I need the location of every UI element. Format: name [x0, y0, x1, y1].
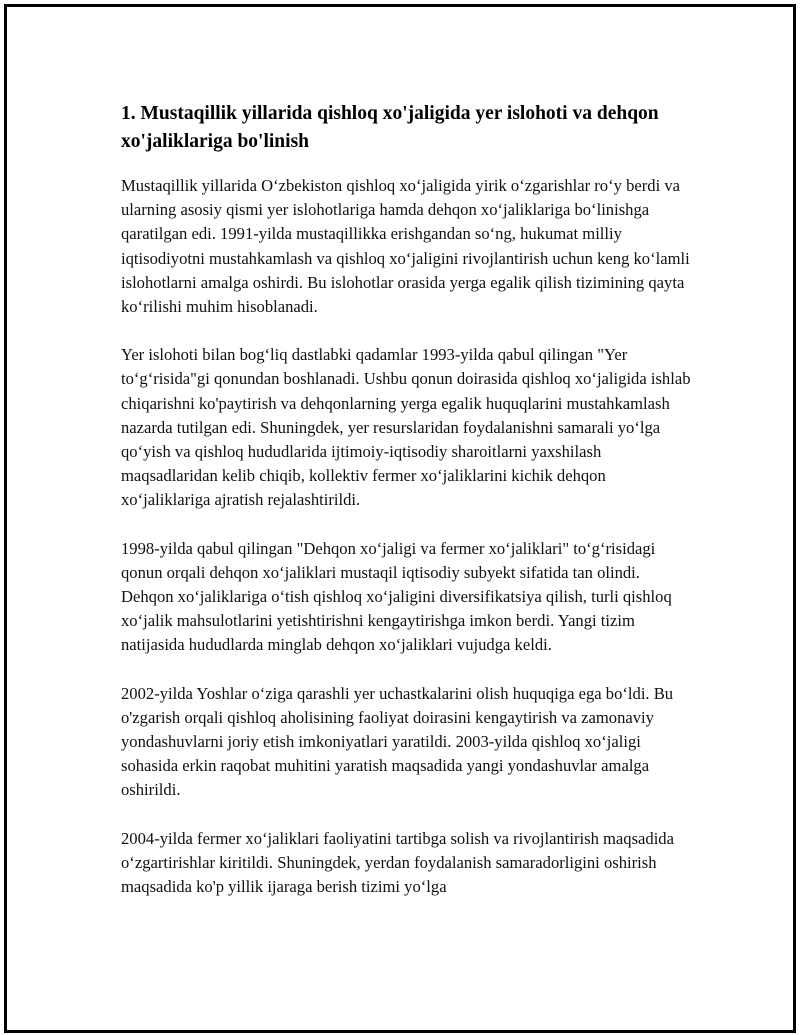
paragraph-2: Yer islohoti bilan bog‘liq dastlabki qadamlar 1993-yilda qabul qilingan "Yer to‘g‘risida"gi qonundan boshlanadi. Ushbu qonun doirasida qishloq xo‘jaligida ishlab chiqarishni ko'paytirish va dehqonlarning yerga egalik huquqlarini mustahkamlash nazarda tutilgan edi. Shuningdek, yer resurslaridan foydalanishni samarali yo‘lga qo‘yish va qishloq hududlarida ijtimoiy-iqtisodiy sharoitlarni yaxshilash maqsadlaridan kelib chiqib, kollektiv fermer xo‘jaliklarini kichik dehqon xo‘jaliklariga ajratish rejalashtirildi.: [121, 345, 691, 510]
document-body: [121, 100, 691, 923]
paragraph-5: 2004-yilda fermer xo‘jaliklari faoliyatini tartibga solish va rivojlantirish maqsadida o‘zgartirishlar kiritildi. Shuningdek, yerdan foydalanish samaradorligini oshirish maqsadida ko'p yillik ijaraga berish tizimi yo‘lga: [121, 828, 674, 897]
paragraph-4: 2002-yilda Yoshlar o‘ziga qarashli yer uchastkalarini olish huquqiga ega bo‘ldi. Bu o'zgarish orqali qishloq aholisining faoliyat doirasini kengaytirish va zamonaviy yondashuvlarni joriy etish imkoniyatlari yaratildi. 2003-yilda qishloq xo‘jaligi sohasida erkin raqobat muhitini yaratish maqsadida yangi yondashuvlar amalga oshirildi.: [121, 683, 674, 800]
paragraph-1: Mustaqillik yillarida O‘zbekiston qishloq xo‘jaligida yirik o‘zgarishlar ro‘y berdi va ularning asosiy qismi yer islohotlariga hamda dehqon xo‘jaliklariga bo‘linishga qaratilgan edi. 1991-yilda mustaqillikka erishgandan so‘ng, hukumat milliy iqtisodiyotni mustahkamlash va qishloq xo‘jaligini rivojlantirish uchun keng ko‘lamli islohotlarni amalga oshirdi. Bu islohotlar orasida yerga egalik qilish tizimining qayta ko‘rilishi muhim hisoblanadi.: [121, 176, 690, 317]
section-heading: 1. Mustaqillik yillarida qishloq xo'jaligida yer islohoti va dehqon xo'jaliklariga bo'linish: [121, 103, 659, 152]
document-page: [4, 4, 796, 1033]
paragraph-3: 1998-yilda qabul qilingan "Dehqon xo‘jaligi va fermer xo‘jaliklari" to‘g‘risidagi qonun orqali dehqon xo‘jaliklari mustaqil iqtisodiy subyekt sifatida tan olindi. Dehqon xo‘jaliklariga o‘tish qishloq xo‘jaligini diversifikatsiya qilish, turli qishloq xo‘jalik mahsulotlarini yetishtirishni kengaytirishga imkon berdi. Yangi tizim natijasida hududlarda minglab dehqon xo‘jaliklari vujudga keldi.: [121, 538, 672, 655]
